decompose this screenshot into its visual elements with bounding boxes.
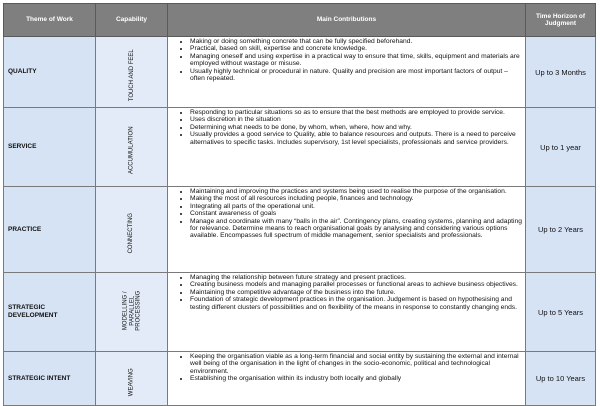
theme-cell [4, 273, 96, 352]
list-item: • Managing oneself and using expertise in a practical way to ensure that time, skills, equipment and materials are employed without wastage or misuse. [190, 53, 522, 68]
time-label: Up to 3 Months [535, 67, 586, 77]
list-item: • Making or doing something concrete that can be fully specified beforehand. [190, 38, 522, 45]
list-item: • Keeping the organisation viable as a long-term financial and social entity by sustaining the external and internal well being of the organisation in the light of changes in the socio-economic, political and technological environment. [190, 353, 522, 375]
theme-cell [4, 187, 96, 273]
theme-label: SERVICE [8, 143, 37, 150]
time-label: Up to 2 Years [537, 225, 584, 234]
time-cell [526, 273, 596, 352]
list-item: • Integrating all parts of the operational unit. [190, 203, 522, 210]
capability-label: TOUCH AND FEEL [128, 49, 135, 102]
contribution-list [168, 109, 522, 146]
contribution-list [168, 353, 522, 383]
list-item: • Foundation of strategic development practices in the organisation. Judgement is based on hypothesising and testing different clusters of possibilities and on flexibility of the means in response to constantly changing ends. [190, 296, 522, 311]
list-item: • Constant awareness of goals [190, 210, 522, 217]
capability-cell [96, 37, 168, 108]
contributions-cell [168, 352, 526, 406]
capability-label: CONNECTING [128, 212, 135, 253]
theme-label: QUALITY [8, 68, 37, 75]
table-row [4, 37, 596, 108]
header-capability: Capability [96, 4, 168, 37]
header-time: Time Horizon of Judgment [526, 4, 596, 37]
list-item: • Responding to particular situations so as to ensure that the best methods are employed to provide service. [190, 109, 522, 116]
header-row [4, 4, 596, 37]
capability-cell [96, 108, 168, 187]
time-cell [526, 37, 596, 108]
theme-label: PRACTICE [8, 225, 42, 233]
capability-cell [96, 187, 168, 273]
capability-cell [96, 273, 168, 352]
table-row [4, 273, 596, 352]
theme-cell [4, 37, 96, 108]
theme-cell [4, 352, 96, 406]
theme-label: STRATEGIC DEVELOPMENT [8, 304, 58, 319]
table-row [4, 108, 596, 187]
list-item: • Maintaining and improving the practices and systems being used to realise the purpose of the organisation. [190, 188, 522, 195]
list-item: • Usually highly technical or procedural in nature. Quality and precision are most important factors of output – often repeated. [190, 68, 522, 83]
contributions-cell [168, 37, 526, 108]
capability-label: ACCUMULATION [128, 126, 135, 175]
time-cell [526, 187, 596, 273]
contribution-list [168, 274, 522, 311]
list-item: • Uses discretion in the situation [190, 116, 522, 123]
theme-label: STRATEGIC INTENT [8, 374, 71, 382]
capability-label: MODELLING / PARALLEL PROCESSING [121, 290, 141, 331]
table-row [4, 187, 596, 273]
list-item: • Establishing the organisation within its industry both locally and globally [190, 375, 522, 382]
list-item: • Practical, based on skill, expertise and concrete knowledge. [190, 45, 522, 52]
list-item: • Determining what needs to be done, by whom, when, where, how and why. [190, 124, 522, 131]
list-item: • Managing the relationship between future strategy and present practices. [190, 274, 522, 281]
contributions-cell [168, 108, 526, 187]
contributions-cell [168, 187, 526, 273]
list-item: • Maintaining the competitive advantage of the business into the future. [190, 289, 522, 296]
capability-label: WEAVING [128, 367, 135, 396]
header-contributions: Main Contributions [168, 4, 526, 37]
table-row [4, 352, 596, 406]
contribution-list [168, 38, 522, 82]
header-theme: Theme of Work [4, 4, 96, 37]
theme-cell [4, 108, 96, 187]
work-levels-table [3, 3, 596, 406]
time-label: Up to 10 Years [535, 374, 586, 383]
time-cell [526, 352, 596, 406]
list-item: • Usually provides a good service to Quality, able to balance resources and outputs. There is a need to perceive alternatives to specific tasks. Includes supervisory, 1st level specialists, professionals and service providers. [190, 131, 522, 146]
contribution-list [168, 188, 522, 240]
list-item: • Making the most of all resources including people, finances and technology. [190, 195, 522, 202]
time-label: Up to 1 year [540, 142, 581, 152]
capability-cell [96, 352, 168, 406]
list-item: • Creating business models and managing parallel processes or functional areas to achieve business objectives. [190, 281, 522, 288]
contributions-cell [168, 273, 526, 352]
time-label: Up to 5 Years [537, 307, 584, 317]
list-item: • Manage and coordinate with many “balls in the air”. Contingency plans, creating systems, planning and adapting for relevance. Determine means to reach organisational goals by analysing and considering various options available. Encompasses full spectrum of middle management, senior specialists and professionals. [190, 218, 522, 240]
time-cell [526, 108, 596, 187]
